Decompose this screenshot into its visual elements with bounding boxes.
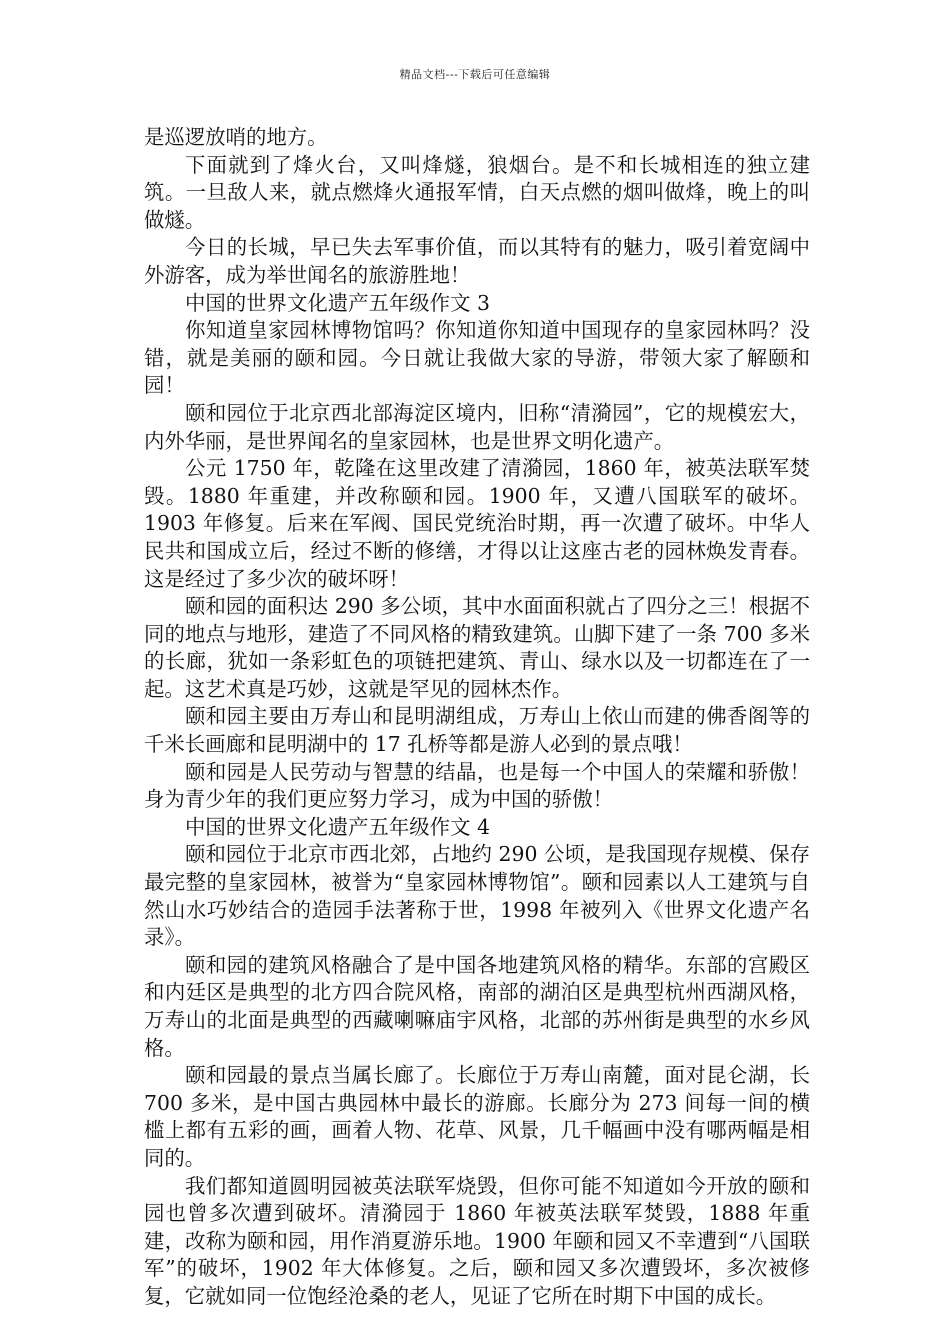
paragraph: 公元 1750 年，乾隆在这里改建了清漪园，1860 年，被英法联军焚毁。1880 年重建，并改称颐和园。1900 年，又遭八国联军的破坏。1903 年修复。后来在军阀、国民党统治时期，再一次遭了破坏。中华人民共和国成立后，经过不断的修缮，才得以让这座古老的园林焕发青春。这是经过了多少次的破坏呀！ <box>144 456 810 591</box>
paragraph: 下面就到了烽火台，又叫烽燧，狼烟台。是不和长城相连的独立建筑。一旦敌人来，就点燃烽火通报军情，白天点燃的烟叫做烽，晚上的叫做燧。 <box>144 152 810 232</box>
paragraph: 我们都知道圆明园被英法联军烧毁，但你可能不知道如今开放的颐和园也曾多次遭到破坏。清漪园于 1860 年被英法联军焚毁，1888 年重建，改称为颐和园，用作消夏游乐地。1900 年颐和园又不幸遭到“八国联军”的破坏，1902 年大体修复。之后，颐和园又多次遭毁坏，多次被修复，它就如同一位饱经沧桑的老人，见证了它所在时期下中国的成长。 <box>144 1173 810 1308</box>
paragraph: 颐和园位于北京西北部海淀区境内，旧称“清漪园”，它的规模宏大，内外华丽，是世界闻名的皇家园林，也是世界文明化遗产。 <box>144 400 810 453</box>
paragraph: 颐和园的建筑风格融合了是中国各地建筑风格的精华。东部的宫殿区和内廷区是典型的北方四合院风格，南部的湖泊区是典型杭州西湖风格，万寿山的北面是典型的西藏喇嘛庙宇风格，北部的苏州街是典型的水乡风格。 <box>144 952 810 1060</box>
paragraph: 颐和园是人民劳动与智慧的结晶，也是每一个中国人的荣耀和骄傲！身为青少年的我们更应努力学习，成为中国的骄傲！ <box>144 759 810 812</box>
paragraph: 是巡逻放哨的地方。 <box>144 125 328 149</box>
page-header: 精品文档---下载后可任意编辑 <box>399 68 551 81</box>
section-heading: 中国的世界文化遗产五年级作文 3 <box>185 290 490 315</box>
section-heading: 中国的世界文化遗产五年级作文 4 <box>185 814 490 839</box>
paragraph: 你知道皇家园林博物馆吗？你知道你知道中国现存的皇家园林吗？没错，就是美丽的颐和园。今日就让我做大家的导游，带领大家了解颐和园！ <box>144 318 810 398</box>
document-body <box>144 124 810 1311</box>
paragraph: 颐和园的面积达 290 多公顷，其中水面面积就占了四分之三！根据不同的地点与地形，建造了不同风格的精致建筑。山脚下建了一条 700 多米的长廊，犹如一条彩虹色的项链把建筑、青山、绿水以及一切都连在了一起。这艺术真是巧妙，这就是罕见的园林杰作。 <box>144 594 810 701</box>
paragraph: 颐和园最的景点当属长廊了。长廊位于万寿山南麓，面对昆仑湖，长 700 多米，是中国古典园林中最长的游廊。长廊分为 273 间每一间的横槛上都有五彩的画，画着人物、花草、风景，几千幅画中没有哪两幅是相同的。 <box>144 1063 810 1170</box>
paragraph: 今日的长城，早已失去军事价值，而以其特有的魅力，吸引着宽阔中外游客，成为举世闻名的旅游胜地！ <box>144 235 810 287</box>
paragraph: 颐和园主要由万寿山和昆明湖组成，万寿山上依山而建的佛香阁等的千米长画廊和昆明湖中的 17 孔桥等都是游人必到的景点哦！ <box>144 704 810 757</box>
paragraph: 颐和园位于北京市西北郊，占地约 290 公顷，是我国现存规模、保存最完整的皇家园林，被誉为“皇家园林博物馆”。颐和园素以人工建筑与自然山水巧妙结合的造园手法著称于世，1998 年被列入《世界文化遗产名录》。 <box>144 842 810 950</box>
